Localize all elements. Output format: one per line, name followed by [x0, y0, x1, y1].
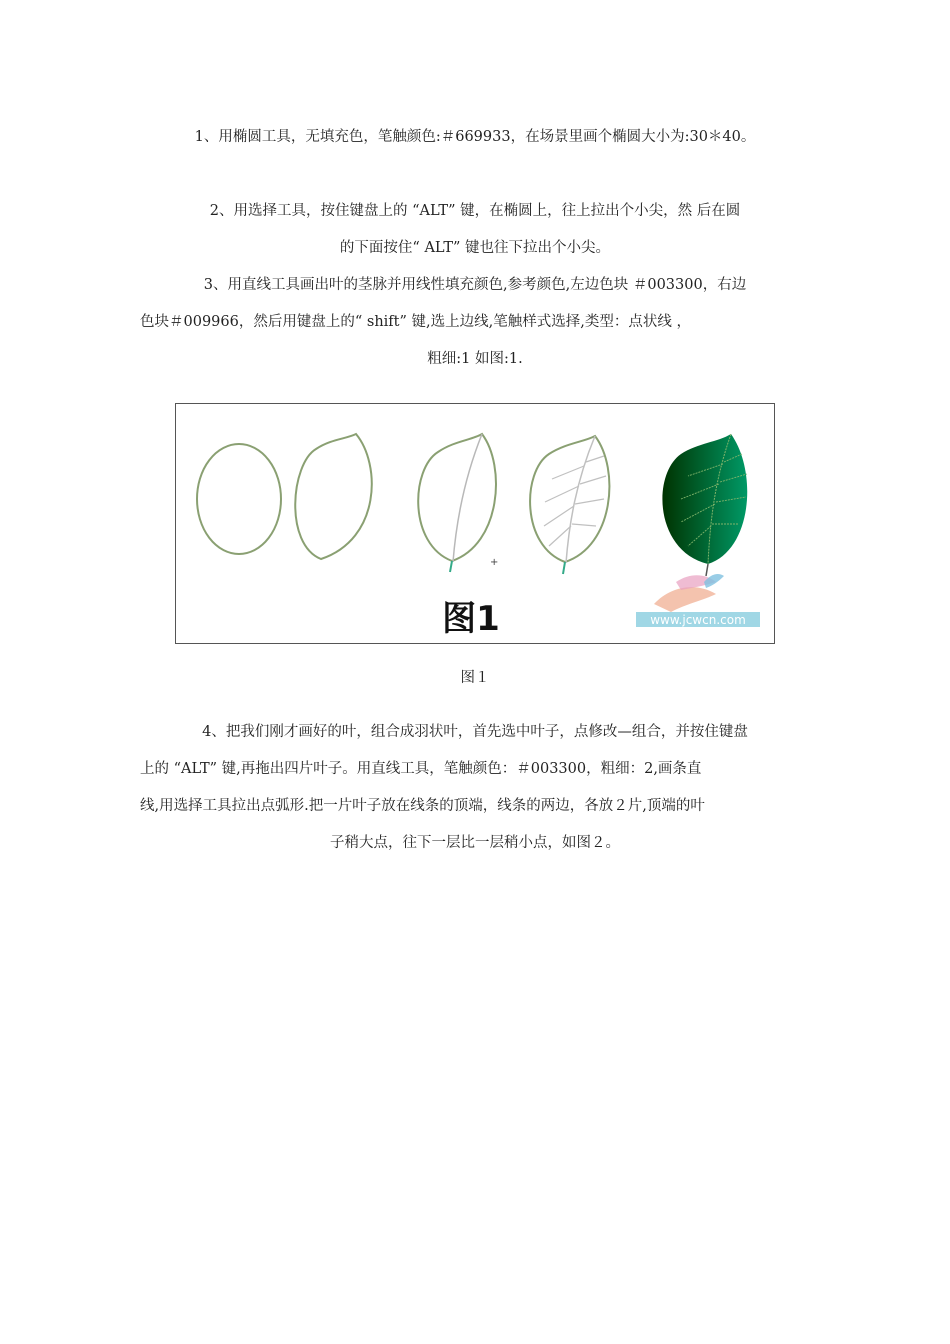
step-4-paragraph — [140, 714, 810, 862]
pointed-leaf-outline — [295, 434, 372, 559]
paragraph-line: 粗细:1 如图:1. — [427, 351, 523, 367]
watermark-logo — [636, 574, 760, 627]
paragraph-line: 的下面按住“ ALT” 键也往下拉出个小尖。 — [339, 240, 611, 256]
svg-text:+: + — [490, 557, 499, 568]
step-1-paragraph — [140, 119, 810, 156]
figure-caption: 图１ — [460, 670, 490, 686]
paragraph-line: 2、用选择工具，按住键盘上的 “ALT” 键，在椭圆上，往上拉出个小尖，然 后在圆 — [209, 203, 741, 219]
figure-label: 图1 — [442, 599, 500, 639]
ellipse-shape — [197, 444, 281, 554]
paragraph-line: 3、用直线工具画出叶的茎脉并用线性填充颜色,参考颜色,左边色块 ＃003300，右边 — [203, 277, 747, 293]
leaf-steps-illustration — [176, 404, 774, 643]
leaf-with-veins — [530, 436, 609, 574]
watermark-text: www.jcwcn.com — [650, 613, 746, 627]
filled-leaf — [662, 434, 747, 576]
leaf-with-midrib — [418, 434, 498, 572]
figure-1-image — [175, 403, 775, 644]
paragraph-line: 色块＃009966，然后用键盘上的“ shift” 键,选上边线,笔触样式选择,类型：点状线 ， — [140, 314, 691, 330]
step-2-paragraph — [140, 193, 810, 267]
paragraph-line: 1、用椭圆工具，无填充色，笔触颜色:＃669933，在场景里画个椭圆大小为:30＊40。 — [194, 129, 756, 145]
paragraph-line: 线,用选择工具拉出点弧形.把一片叶子放在线条的顶端，线条的两边，各放２片,顶端的叶 — [140, 798, 705, 814]
paragraph-line: 上的 “ALT” 键,再拖出四片叶子。用直线工具，笔触颜色：＃003300，粗细：2,画条直 — [140, 761, 702, 777]
step-3-paragraph — [140, 267, 810, 378]
paragraph-line: 子稍大点，往下一层比一层稍小点，如图２。 — [330, 835, 620, 851]
paragraph-line: 4、把我们刚才画好的叶，组合成羽状叶，首先选中叶子，点修改—组合，并按住键盘 — [202, 724, 748, 740]
